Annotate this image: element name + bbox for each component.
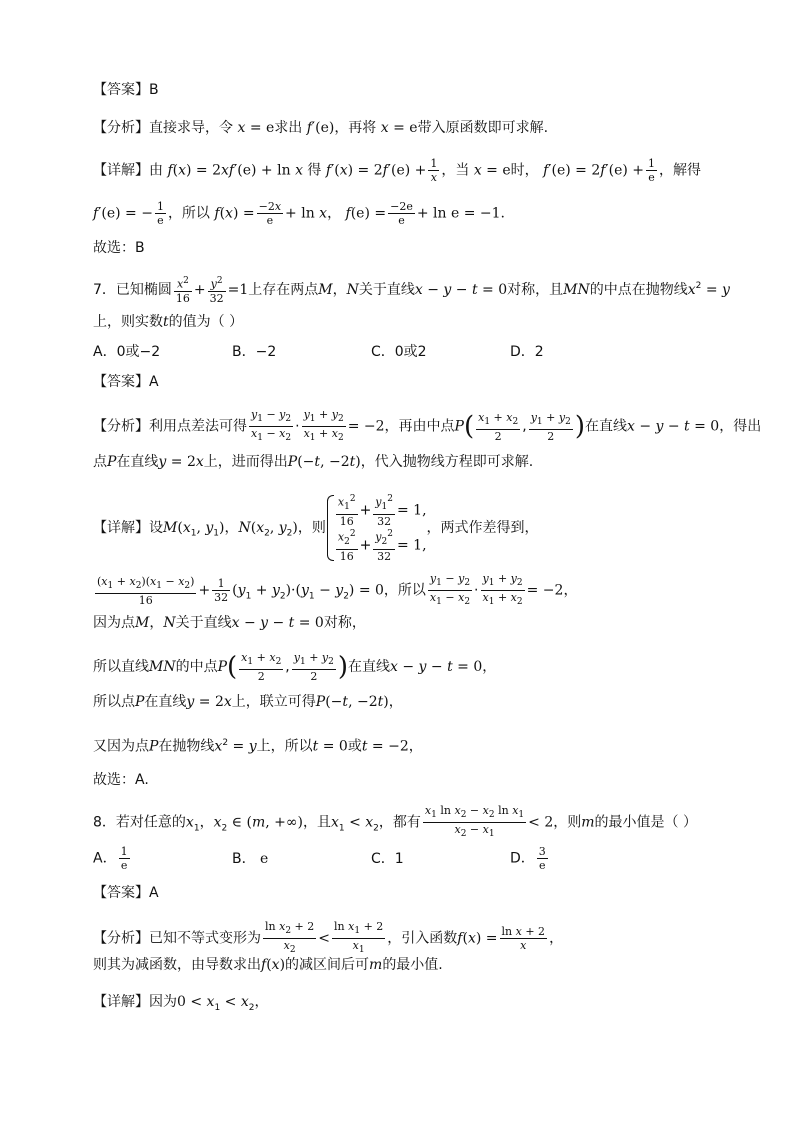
q7-detail-text: ，所以 bbox=[383, 582, 426, 599]
q7-detail-text: ， bbox=[408, 738, 423, 755]
q8-answer: A bbox=[149, 885, 159, 901]
q7-detail-text: ， bbox=[149, 615, 164, 631]
q7-analysis-text: 在直线 bbox=[584, 418, 627, 435]
q8-analysis-text: 则其为减函数，由导数求出 bbox=[93, 957, 261, 973]
q7-stem-text: 7．已知椭圆 bbox=[93, 281, 172, 298]
q8-option-c bbox=[371, 849, 510, 869]
q7-stem-line: 上，则实数t的值为（ ） bbox=[93, 314, 244, 330]
q7-detail-text: ，两式作差得到， bbox=[426, 519, 539, 536]
q6-detail-text: ，所以 bbox=[167, 205, 210, 222]
q7-detail-text: 设 bbox=[149, 519, 163, 536]
q6-analysis-line: 【分析】直接求导，令 x = e求出 f′(e)，再将 x = e带入原函数即可求解. bbox=[93, 120, 549, 136]
q6-detail-text: ，当 bbox=[441, 162, 470, 179]
answer-label: 【答案】 bbox=[93, 885, 149, 901]
q7-detail-text: 关于直线 bbox=[175, 615, 232, 631]
q7-analysis-text: ，得出 bbox=[719, 418, 762, 435]
q7-detail-text: 的中点 bbox=[175, 659, 218, 676]
q7-stem-text: 的值为（ ） bbox=[168, 314, 244, 330]
q8-detail-line: 【详解】因为$0 < x_1 < x_2$， bbox=[93, 994, 269, 1013]
q7-option: C．0或2 bbox=[371, 344, 427, 360]
q7-detail-line: 所以点P在直线y = 2x上，联立可得P(−t, −2t)， bbox=[93, 694, 403, 710]
q6-analysis-text: 直接求导，令 bbox=[149, 120, 233, 136]
q6-answer-line bbox=[93, 80, 159, 100]
q8-option-a: A． $\frac{1}{e}$ bbox=[93, 845, 128, 872]
q7-options bbox=[93, 342, 649, 362]
q6-detail-text: 时， bbox=[510, 162, 539, 179]
q7-detail-text: 在直线 bbox=[348, 659, 391, 676]
q7-detail-text: ， bbox=[388, 694, 403, 710]
q7-detail-text: 上，联立可得 bbox=[231, 694, 316, 710]
q6-answer: B bbox=[149, 82, 159, 98]
q7-answer: A bbox=[149, 374, 159, 390]
analysis-label: 【分析】 bbox=[93, 120, 149, 136]
q7-equation-system: $\frac{x_1^2}{16}$ + $\frac{y_1^2}{32}$ = 1, $\frac{x_2^2}{16}$ + $\frac{y_2^2}{32}$ = 1, bbox=[326, 493, 427, 563]
q7-stem-text: 上存在两点 bbox=[248, 281, 319, 298]
q8-option-label: D． bbox=[510, 850, 535, 867]
q7-detail-text: ，则 bbox=[297, 519, 326, 536]
q7-stem-text: 对称，且 bbox=[507, 281, 564, 298]
q8-stem-text: 8．若对任意的 bbox=[93, 814, 186, 831]
q7-detail-text: 在抛物线 bbox=[158, 738, 215, 755]
q8-stem-text: ，都有 bbox=[378, 814, 421, 831]
q8-detail-text: 因为 bbox=[149, 994, 177, 1010]
q7-stem-line: 7．已知椭圆 $\frac{x^2}{16}$ + $\frac{y^2}{32}$ =1上存在两点M，N关于直线x − y − t = 0对称，且MN的中点在抛物线$x^2 = y$ bbox=[93, 276, 730, 305]
q8-analysis-text: ，引入函数 bbox=[387, 930, 458, 947]
detail-label: 【详解】 bbox=[93, 519, 149, 536]
q8-option-d: D． $\frac{3}{e}$ bbox=[510, 845, 546, 872]
q7-analysis-text: ，再由中点 bbox=[384, 418, 455, 435]
q8-analysis-line: 【分析】已知不等式变形为 $\frac{\ln x_2 + 2}{x_2}$ < $\frac{\ln x_1 + 2}{x_1}$ ，引入函数f(x) = $\frac{\text{ln x + 2}}{x}$ ， bbox=[93, 920, 564, 956]
analysis-label: 【分析】 bbox=[93, 930, 149, 947]
q8-analysis-text: 已知不等式变形为 bbox=[149, 930, 261, 947]
q6-analysis-text: 带入原函数即可求解. bbox=[417, 120, 549, 136]
detail-label: 【详解】 bbox=[93, 994, 149, 1010]
q7-stem-text: 的中点在抛物线 bbox=[589, 281, 688, 298]
q8-option-label: C．1 bbox=[371, 850, 404, 867]
answer-label: 【答案】 bbox=[93, 82, 149, 98]
q8-analysis-line: 则其为减函数，由导数求出f(x)的减区间后可m的最小值. bbox=[93, 957, 443, 973]
q7-detail-text: ， bbox=[224, 519, 239, 536]
answer-label: 【答案】 bbox=[93, 374, 149, 390]
q7-option: D．2 bbox=[510, 344, 544, 360]
q8-stem-text: ，且 bbox=[302, 814, 331, 831]
q6-detail-text: 由 bbox=[149, 162, 163, 179]
q7-analysis-text: 在直线 bbox=[116, 454, 159, 470]
q7-analysis-line: 点P在直线y = 2x上，进而得出P(−t, −2t)，代入抛物线方程即可求解. bbox=[93, 454, 534, 470]
analysis-label: 【分析】 bbox=[93, 418, 149, 435]
q7-detail-text: 或 bbox=[347, 738, 362, 755]
q7-detail-text: ， bbox=[482, 659, 497, 676]
q6-conclusion: 故选：B bbox=[93, 240, 145, 256]
q6-analysis-text: 求出 bbox=[274, 120, 303, 136]
q7-analysis-text: ，代入抛物线方程即可求解. bbox=[360, 454, 534, 470]
q6-detail-text: ，解得 bbox=[659, 162, 701, 179]
q7-answer-line bbox=[93, 372, 159, 392]
q7-stem-text: 关于直线 bbox=[358, 281, 415, 298]
q7-detail-text: 对称， bbox=[323, 615, 366, 631]
q8-stem-text: ， bbox=[199, 814, 214, 831]
q8-option-label: A． bbox=[93, 850, 117, 867]
q7-detail-text: 在直线 bbox=[144, 694, 187, 710]
q8-options bbox=[93, 845, 649, 872]
q6-analysis-text: ，再将 bbox=[334, 120, 377, 136]
q7-detail-line: 因为点M，N关于直线x − y − t = 0对称， bbox=[93, 615, 366, 631]
q7-detail-line: $\frac{(x_1 + x_2)(x_1 - x_2)}{16}$ + $\frac{1}{32}$ $(y_1 + y_2)\cdot(y_1 - y_2) = 0$，所以 $\frac{y_1 - y_2}{x_1 - x_2}$ · $\frac{y_1 + y_2}{x_1 + x_2}$ = −2， bbox=[97, 572, 578, 608]
q7-detail-text: 因为点 bbox=[93, 615, 135, 631]
q7-detail-text: 又因为点 bbox=[93, 738, 149, 755]
q7-analysis-text: 利用点差法可得 bbox=[149, 418, 247, 435]
q7-stem-text: ， bbox=[332, 281, 347, 298]
q7-conclusion: 故选：A. bbox=[93, 772, 149, 788]
q7-detail-line: 又因为点P在抛物线$x^2 = y$上，所以t = 0或t = −2， bbox=[93, 738, 423, 755]
q7-analysis-line: 【分析】利用点差法可得 $\frac{y_1 - y_2}{x_1 - x_2}$ · $\frac{y_1 + y_2}{x_1 + x_2}$ = −2，再由中点P( $\frac{x_1 + x_2}{2}$ , $\frac{y_1 + y_2}{2}$ )在直线x − y − t = 0，得出 bbox=[93, 408, 762, 444]
q7-option: B．−2 bbox=[232, 344, 277, 360]
q6-detail-line: 【详解】由 f(x) = 2xf′(e) + ln x 得 f′(x) = 2f′(e) + $\frac{1}{x}$ ，当 x = e时， f′(e) = 2f′(e) + $\frac{1}{e}$ ，解得 bbox=[93, 157, 701, 184]
q8-option-label: B． bbox=[232, 850, 256, 867]
q8-stem-text: 的最小值是（ ） bbox=[594, 814, 697, 831]
q8-stem-text: ，则 bbox=[553, 814, 582, 831]
q7-analysis-text: 点 bbox=[93, 454, 107, 470]
q8-analysis-text: ， bbox=[549, 930, 564, 947]
detail-label: 【详解】 bbox=[93, 162, 149, 179]
q7-detail-line: 【详解】设$M(x_1$, $y_1$)，$N(x_2$, $y_2$)，则 $\frac{x_1^2}{16}$ + $\frac{y_1^2}{32}$ = 1, $\frac{x_2^2}{16}$ + $\frac{y_2^2}{32}$ = 1, ，两式作差得到， bbox=[93, 494, 539, 563]
q7-detail-text: 上，所以 bbox=[256, 738, 313, 755]
q6-detail-text: 得 bbox=[307, 162, 322, 179]
q7-detail-text: 所以直线 bbox=[93, 659, 149, 676]
q8-option-b: B． e bbox=[232, 850, 269, 867]
q7-option: A．0或−2 bbox=[93, 344, 161, 360]
q7-analysis-text: 上，进而得出 bbox=[203, 454, 288, 470]
q8-answer-line bbox=[93, 883, 159, 903]
q6-detail-line: f′(e) = − $\frac{1}{e}$ ，所以 f(x) = $\frac{-2x}{e}$ + ln x， f(e) = $\frac{-2e}{e}$ + ln e = −1. bbox=[93, 200, 505, 227]
q7-detail-text: 所以点 bbox=[93, 694, 135, 710]
q8-stem-line: 8．若对任意的$x_1$，$x_2$ ∈ (m, +∞)，且$x_1 < x_2$，都有 $\frac{x_1 \ln x_2 - x_2 \ln x_1}{x_2 - x_1}$ < 2，则m的最小值是（ ） bbox=[93, 804, 697, 840]
q8-analysis-text: 的最小值. bbox=[382, 957, 443, 973]
q8-analysis-text: 的减区间后可 bbox=[285, 957, 370, 973]
q7-stem-text: 上，则实数 bbox=[93, 314, 163, 330]
q7-detail-line: 所以直线MN的中点P( $\frac{x_1 + x_2}{2}$ , $\frac{y_1 + y_2}{2}$ )在直线x − y − t = 0， bbox=[93, 651, 497, 684]
